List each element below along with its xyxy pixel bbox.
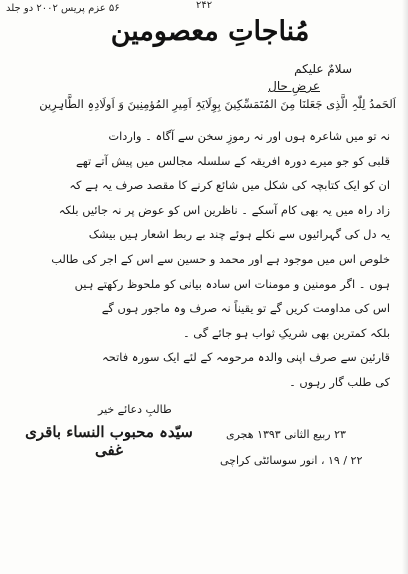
top-note: ۵۶ عزم پریس ۲۰۰۲ دو جلد — [6, 3, 120, 14]
subheading: عرضِ حال — [268, 79, 320, 93]
page-edge-shadow — [402, 0, 408, 574]
opening-dua: اَلحَمدُ لِلّٰہِ الَّذِی جَعَلنَا مِنَ المُتَمَسِّکِینَ بِوِلَایَۃِ اَمِیرِ المُؤمِنِینَ وَ اَولَادِہِ الطَّاہِرِین — [39, 97, 396, 111]
body-line: ان کو ایک کتابچہ کی شکل میں شائع کرنے کا مقصد صرف یہ ہے کہ — [69, 178, 390, 193]
signature: سیّدہ محبوب النساء باقری غفی — [25, 423, 193, 459]
body-line: زاد راہ میں یہ بھی کام آسکے ۔ ناظرین اس کو عوض پر نہ جائیں بلکہ — [58, 202, 390, 217]
salutation: سلامٌ علیکم — [294, 62, 352, 76]
closing-seeker-label: طالبِ دعائے خیر — [98, 403, 172, 416]
body-line: بلکہ کمترین بھی شریکِ ثواب ہو جائے گی ۔ — [182, 325, 390, 340]
body-line: نہ تو میں شاعرہ ہوں اور نہ رموزِ سخن سے آگاہ ۔ واردات — [108, 129, 390, 143]
body-line: کی طلب گار رہوں ۔ — [289, 374, 390, 389]
page-number: ۲۴۲ — [196, 0, 213, 11]
body-line: قلبی کو جو میرے دورہ افریقہ کے سلسلہ مجالس میں پیش آتے تھے — [76, 153, 390, 168]
body-line: قارئین سے صرف اپنی والدہ مرحومہ کے لئے ایک سورہ فاتحہ — [102, 350, 390, 365]
letter-body — [14, 124, 390, 395]
body-line: اس کی مداومت کریں گے تو یقیناً نہ صرف وہ ماجور ہوں گے — [101, 301, 390, 316]
body-line: یہ دل کی گہرائیوں سے نکلے ہوئے چند بے ربط اشعار ہیں بیشک — [88, 227, 390, 242]
page-title: مُناجاتِ معصومین — [110, 16, 310, 47]
address-line: ۲۲ / ۱۹ ، انور سوسائٹی کراچی — [220, 454, 363, 467]
body-line: ہوں ۔ اگر مومنین و مومنات اس سادہ بیانی کو ملحوظ رکھتے ہیں — [74, 276, 390, 291]
body-line: خلوص اس میں موجود ہے اور محمد و حسین سے اس کے اجر کی طالب — [51, 251, 390, 266]
date-line: ۲۳ ربیع الثانی ۱۳۹۳ ھجری — [226, 428, 346, 441]
